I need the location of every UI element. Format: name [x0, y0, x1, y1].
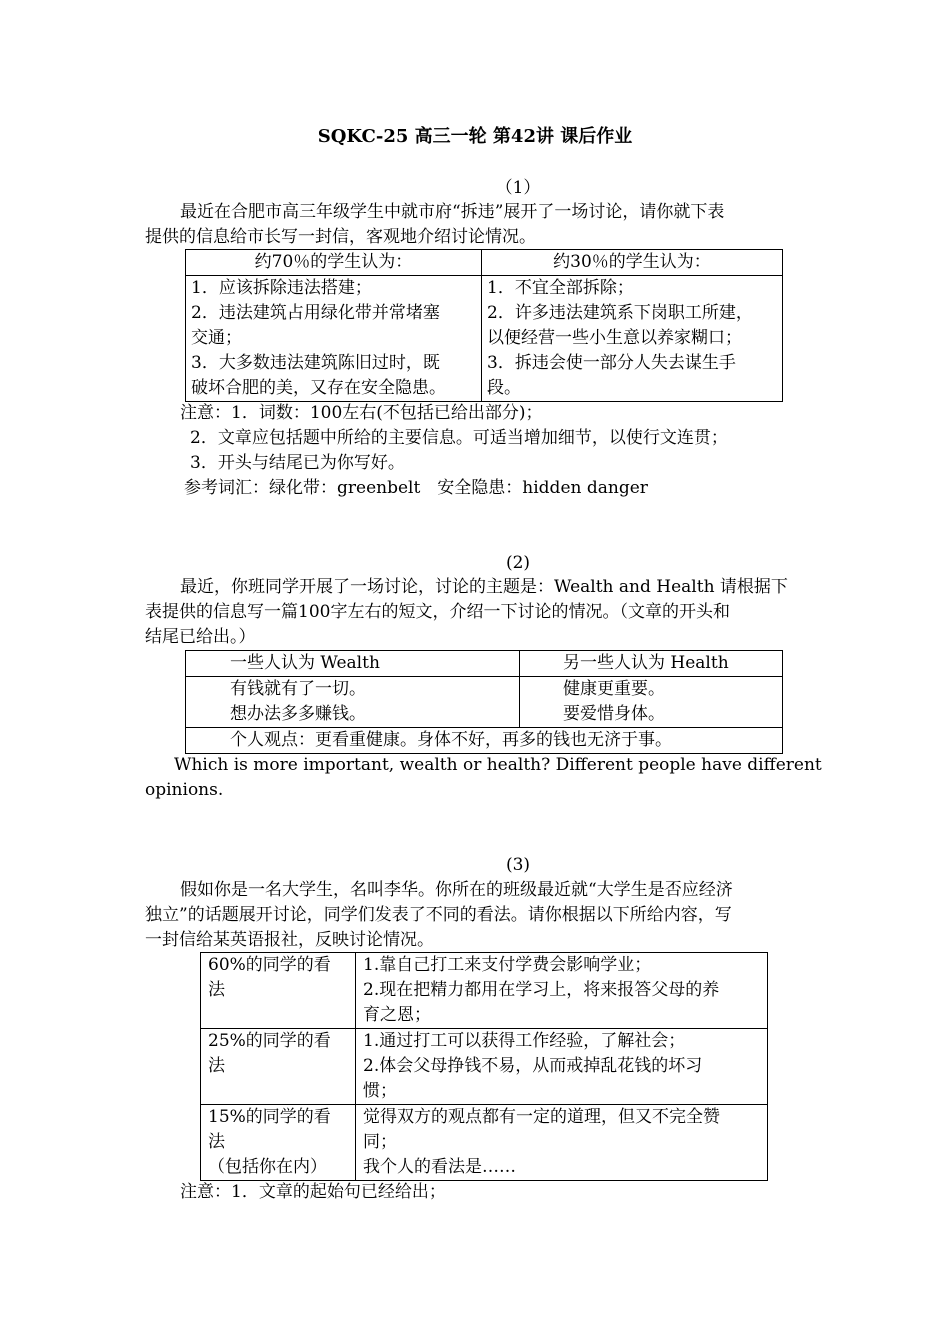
cell-line: 想办法多多赚钱。: [230, 704, 366, 724]
section-3-number: (3): [505, 855, 531, 875]
cell-line: 育之恩；: [363, 1005, 431, 1025]
table-row: [201, 1105, 768, 1181]
section-3-table: [200, 952, 768, 1181]
cell-line: 1．不宜全部拆除；: [487, 278, 634, 298]
table-row: [186, 677, 783, 728]
cell-line: 觉得双方的观点都有一定的道理，但又不完全赞: [363, 1107, 720, 1127]
header-cell-right: 约30％的学生认为：: [482, 250, 783, 276]
cell-left: [201, 953, 356, 1029]
cell-line: 要爱惜身体。: [563, 704, 665, 724]
cell-left: [186, 677, 520, 728]
cell-line: 以便经营一些小生意以养家糊口；: [487, 328, 742, 348]
cell-line: 法: [208, 1056, 225, 1076]
cell-right: [520, 677, 783, 728]
section-2-number: (2): [505, 553, 531, 573]
section-1-note-3: 3．开头与结尾已为你写好。: [190, 453, 405, 473]
cell-line: 交通；: [191, 328, 242, 348]
cell-line: 我个人的看法是……: [363, 1157, 516, 1177]
cell-line: 1.靠自己打工来支付学费会影响学业；: [363, 955, 652, 975]
section-3-prompt-line-2: 独立”的话题展开讨论，同学们发表了不同的看法。请你根据以下所给内容，写: [145, 905, 732, 925]
cell-line: 段。: [487, 378, 521, 398]
cell-line: 同；: [363, 1132, 397, 1152]
cell-right: [356, 1105, 768, 1181]
cell-line: 法: [208, 980, 225, 1000]
cell-line: 2.体会父母挣钱不易，从而戒掉乱花钱的坏习: [363, 1056, 703, 1076]
section-1-table: [185, 249, 783, 402]
cell-line: 健康更重要。: [563, 679, 665, 699]
cell-right: [356, 953, 768, 1029]
cell-opinion: 个人观点：更看重健康。身体不好，再多的钱也无济于事。: [186, 728, 783, 754]
cell-line: 60%的同学的看: [208, 955, 331, 975]
section-3-prompt-line-1: 假如你是一名大学生，名叫李华。你所在的班级最近就“大学生是否应经济: [180, 880, 733, 900]
section-3-note-1: 注意：1．文章的起始句已经给出；: [180, 1182, 446, 1202]
cell-left: [201, 1105, 356, 1181]
section-1-prompt-line-1: 最近在合肥市高三年级学生中就市府“拆违”展开了一场讨论，请你就下表: [180, 202, 725, 222]
cell-line: 惯；: [363, 1081, 397, 1101]
table-row: [186, 276, 783, 402]
section-1-prompt-line-2: 提供的信息给市长写一封信，客观地介绍讨论情况。: [145, 227, 536, 247]
cell-line: 3．拆违会使一部分人失去谋生手: [487, 353, 736, 373]
section-1-vocabulary: 参考词汇：绿化带：greenbelt 安全隐患：hidden danger: [184, 478, 648, 498]
section-2-english-line-2: opinions.: [145, 780, 224, 800]
section-2-prompt-line-2: 表提供的信息写一篇100字左右的短文，介绍一下讨论的情况。（文章的开头和: [145, 602, 730, 622]
header-cell-left: 一些人认为 Wealth: [186, 651, 520, 677]
cell-right: [356, 1029, 768, 1105]
section-2-table: [185, 650, 783, 754]
header-cell-right: 另一些人认为 Health: [520, 651, 783, 677]
cell-left: [201, 1029, 356, 1105]
section-2-english-line-1: Which is more important, wealth or health? Different people have different: [174, 755, 822, 775]
cell-line: 有钱就有了一切。: [230, 679, 366, 699]
table-header-row: [186, 651, 783, 677]
cell-line: 15%的同学的看: [208, 1107, 331, 1127]
cell-right: [482, 276, 783, 402]
section-1-note-2: 2．文章应包括题中所给的主要信息。可适当增加细节，以使行文连贯；: [190, 428, 728, 448]
cell-line: 1．应该拆除违法搭建；: [191, 278, 372, 298]
page-title: SQKC-25 高三一轮 第42讲 课后作业: [317, 126, 633, 147]
cell-line: 破坏合肥的美，又存在安全隐患。: [191, 378, 446, 398]
cell-line: 2．许多违法建筑系下岗职工所建，: [487, 303, 753, 323]
table-header-row: [186, 250, 783, 276]
section-3-prompt-line-3: 一封信给某英语报社，反映讨论情况。: [145, 930, 434, 950]
table-row: [201, 1029, 768, 1105]
cell-line: （包括你在内）: [208, 1157, 327, 1177]
section-2-prompt-line-3: 结尾已给出。）: [145, 627, 256, 647]
cell-line: 2.现在把精力都用在学习上，将来报答父母的养: [363, 980, 720, 1000]
header-cell-left: 约70％的学生认为：: [186, 250, 482, 276]
table-row: [201, 953, 768, 1029]
cell-line: 2．违法建筑占用绿化带并常堵塞: [191, 303, 440, 323]
cell-line: 25%的同学的看: [208, 1031, 331, 1051]
table-row-opinion: [186, 728, 783, 754]
section-1-note-1: 注意：1．词数：100左右(不包括已给出部分)；: [180, 403, 543, 423]
section-2-prompt-line-1: 最近，你班同学开展了一场讨论，讨论的主题是：Wealth and Health 请根据下: [180, 577, 788, 597]
cell-line: 3．大多数违法建筑陈旧过时，既: [191, 353, 440, 373]
cell-line: 法: [208, 1132, 225, 1152]
section-1-number: （1）: [495, 178, 541, 198]
cell-left: [186, 276, 482, 402]
cell-line: 1.通过打工可以获得工作经验，了解社会；: [363, 1031, 686, 1051]
